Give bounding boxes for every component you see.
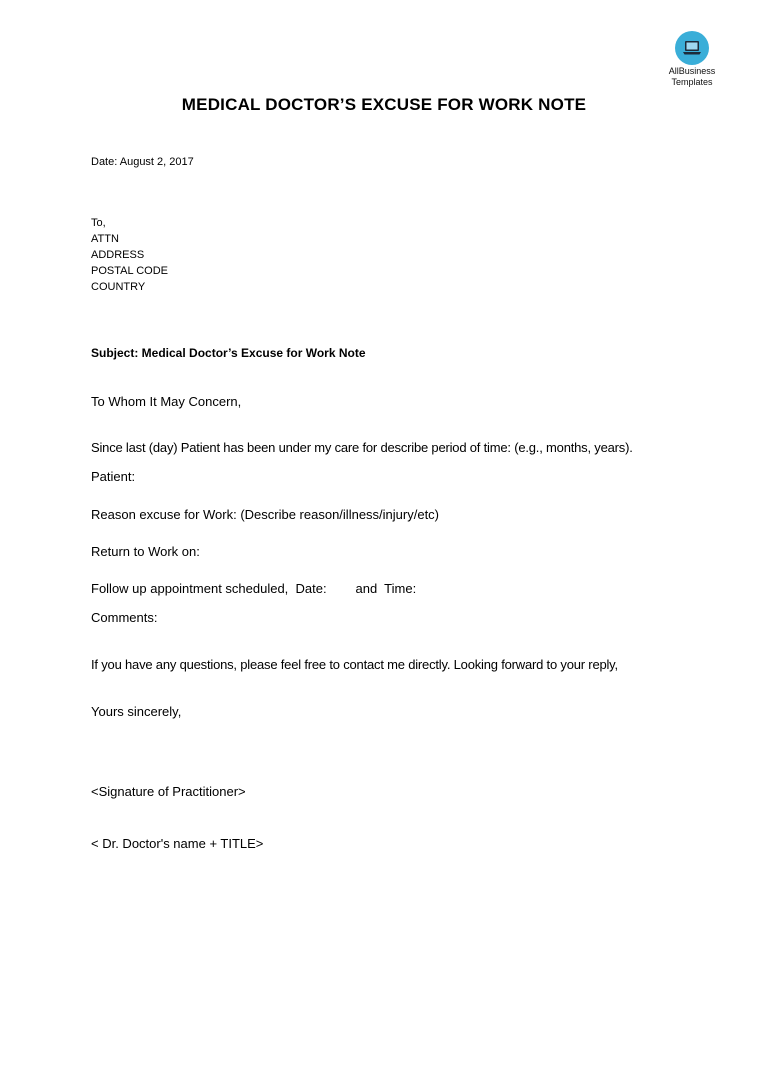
paragraph-questions: If you have any questions, please feel free to contact me directly. Looking forward to your reply,	[91, 657, 618, 672]
paragraph-care-period: Since last (day) Patient has been under my care for describe period of time: (e.g., months, years).	[91, 440, 633, 455]
field-return-to-work: Return to Work on:	[91, 544, 200, 559]
letter-salutation: To Whom It May Concern,	[91, 394, 242, 409]
field-patient: Patient:	[91, 469, 136, 484]
address-country: COUNTRY	[91, 281, 146, 293]
letter-closing: Yours sincerely,	[91, 704, 182, 719]
field-comments: Comments:	[91, 610, 158, 625]
field-reason: Reason excuse for Work: (Describe reason/illness/injury/etc)	[91, 507, 440, 522]
logo-brand-line2: Templates	[671, 77, 713, 87]
field-follow-up: Follow up appointment scheduled, Date: and Time:	[91, 581, 417, 596]
brand-logo	[660, 31, 724, 87]
address-attn: ATTN	[91, 233, 119, 245]
address-postal-code: POSTAL CODE	[91, 265, 169, 277]
doctor-name-placeholder: < Dr. Doctor's name + TITLE>	[91, 836, 264, 851]
logo-brand-line1: AllBusiness	[668, 66, 716, 76]
address-line: ADDRESS	[91, 249, 145, 261]
address-to: To,	[91, 217, 106, 229]
letter-subject: Subject: Medical Doctor’s Excuse for Work Note	[91, 346, 366, 360]
signature-placeholder: <Signature of Practitioner>	[91, 784, 246, 799]
laptop-icon	[675, 31, 709, 65]
document-title: MEDICAL DOCTOR’S EXCUSE FOR WORK NOTE	[181, 95, 587, 114]
letter-date: Date: August 2, 2017	[91, 156, 194, 168]
